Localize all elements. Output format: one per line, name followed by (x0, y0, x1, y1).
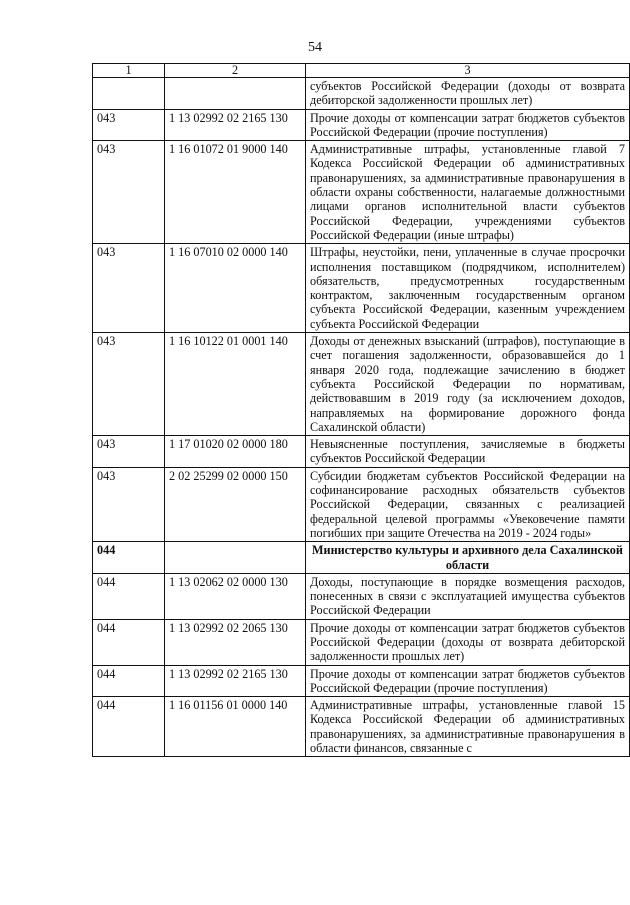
admin-code-cell: 043 (93, 333, 165, 436)
revenue-codes-table (92, 63, 630, 757)
table-row (93, 697, 630, 757)
table-row (93, 333, 630, 436)
revenue-name-cell: Административные штрафы, установленные главой 15 Кодекса Российской Федерации об административных правонарушениях, за административные правонарушения в области финансов, связанные с (306, 697, 630, 757)
column-header-1: 1 (93, 64, 165, 78)
admin-code-cell: 044 (93, 697, 165, 757)
table-row (93, 573, 630, 619)
budget-code-cell: 2 02 25299 02 0000 150 (165, 467, 306, 541)
budget-code-cell: 1 13 02992 02 2165 130 (165, 665, 306, 697)
admin-code-cell: 044 (93, 665, 165, 697)
revenue-name-cell: Административные штрафы, установленные главой 7 Кодекса Российской Федерации об административных правонарушениях, за административные правонарушения в области охраны собственности, налагаемые должностными лицами органов исполнительной власти субъектов Российской Федерации, учреждениями субъектов Российской Федерации (иные штрафы) (306, 141, 630, 244)
budget-code-cell: 1 13 02062 02 0000 130 (165, 573, 306, 619)
table-row (93, 78, 630, 110)
table-row (93, 665, 630, 697)
table-row (93, 619, 630, 665)
table-row (93, 244, 630, 333)
admin-code-cell (93, 78, 165, 110)
column-header-2: 2 (165, 64, 306, 78)
revenue-name-cell: Субсидии бюджетам субъектов Российской Федерации на софинансирование расходных обязательств субъектов Российской Федерации, связанных с реализацией федеральной целевой программы «Увековечение памяти погибших при защите Отечества на 2019 - 2024 годы» (306, 467, 630, 541)
budget-code-cell: 1 16 07010 02 0000 140 (165, 244, 306, 333)
budget-code-cell (165, 542, 306, 574)
admin-code-cell: 043 (93, 244, 165, 333)
revenue-name-cell: Министерство культуры и архивного дела Сахалинской области (306, 542, 630, 574)
revenue-name-cell: субъектов Российской Федерации (доходы от возврата дебиторской задолженности прошлых лет) (306, 78, 630, 110)
admin-code-cell: 043 (93, 467, 165, 541)
table-row (93, 141, 630, 244)
admin-code-cell: 044 (93, 573, 165, 619)
table-row (93, 542, 630, 574)
column-header-3: 3 (306, 64, 630, 78)
budget-code-cell: 1 16 01072 01 9000 140 (165, 141, 306, 244)
admin-code-cell: 044 (93, 619, 165, 665)
table-row (93, 436, 630, 468)
table-row (93, 467, 630, 541)
revenue-name-cell: Невыясненные поступления, зачисляемые в бюджеты субъектов Российской Федерации (306, 436, 630, 468)
admin-code-cell: 043 (93, 141, 165, 244)
revenue-name-cell: Прочие доходы от компенсации затрат бюджетов субъектов Российской Федерации (прочие поступления) (306, 109, 630, 141)
revenue-name-cell: Прочие доходы от компенсации затрат бюджетов субъектов Российской Федерации (прочие поступления) (306, 665, 630, 697)
revenue-name-cell: Доходы, поступающие в порядке возмещения расходов, понесенных в связи с эксплуатацией имущества субъектов Российской Федерации (306, 573, 630, 619)
page-number: 54 (308, 40, 322, 55)
revenue-name-cell: Доходы от денежных взысканий (штрафов), поступающие в счет погашения задолженности, образовавшейся до 1 января 2020 года, подлежащие зачислению в бюджет субъекта Российской Федерации по нормативам, действовавшим в 2019 году (за исключением доходов, направляемых на формирование дорожного фонда Сахалинской области) (306, 333, 630, 436)
revenue-name-cell: Прочие доходы от компенсации затрат бюджетов субъектов Российской Федерации (доходы от возврата дебиторской задолженности прошлых лет) (306, 619, 630, 665)
revenue-name-cell: Штрафы, неустойки, пени, уплаченные в случае просрочки исполнения поставщиком (подрядчиком, исполнителем) обязательств, предусмотренных государственным контрактом, заключенным государственным органом субъекта Российской Федерации, казенным учреждением субъекта Российской Федерации (306, 244, 630, 333)
budget-code-cell: 1 16 10122 01 0001 140 (165, 333, 306, 436)
budget-code-cell: 1 13 02992 02 2065 130 (165, 619, 306, 665)
table-header-row (93, 64, 630, 78)
budget-code-cell (165, 78, 306, 110)
admin-code-cell: 044 (93, 542, 165, 574)
budget-code-cell: 1 16 01156 01 0000 140 (165, 697, 306, 757)
table-row (93, 109, 630, 141)
admin-code-cell: 043 (93, 436, 165, 468)
budget-code-cell: 1 17 01020 02 0000 180 (165, 436, 306, 468)
budget-code-cell: 1 13 02992 02 2165 130 (165, 109, 306, 141)
admin-code-cell: 043 (93, 109, 165, 141)
